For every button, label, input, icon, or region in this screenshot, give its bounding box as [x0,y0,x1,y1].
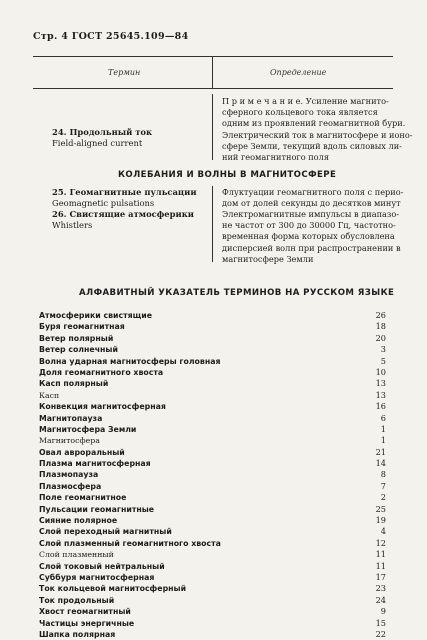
index-entry-term: Плазмопауза [39,470,99,480]
note-line: П р и м е ч а н и е. Усиление магнито- [222,96,389,106]
note-left-rule [212,94,213,160]
index-entry-term: Плазма магнитосферная [39,459,151,469]
index-entry-number: 21 [375,446,386,457]
index-entry-number: 10 [375,366,386,377]
term-26-english: Whistlers [52,220,93,230]
term-26-title: 26. Свистящие атмосферики [52,209,194,219]
index-entry-number: 24 [375,594,386,605]
index-entry-term: Поле геомагнитное [39,493,127,503]
index-entry [39,561,386,572]
column-header-term: Термин [108,68,141,77]
index-entry-term: Атмосферики свистящие [39,311,152,320]
index-entry-number: 3 [380,344,386,355]
definition-line: дисперсией волн при распространении в [222,242,401,253]
index-entry [39,321,386,332]
section-title-oscillations: КОЛЕБАНИЯ И ВОЛНЫ В МАГНИТОСФЕРЕ [118,170,337,180]
index-entry [39,447,386,458]
index-entry [39,595,386,606]
index-entry [39,310,386,321]
index-entry [39,344,386,355]
definition-line: временная форма которых обусловлена [222,231,395,242]
index-entry-term: Магнитосфера [39,436,100,446]
table-header-rule [33,88,393,89]
index-entry-number: 25 [375,503,386,514]
index-entry [39,401,386,412]
index-entry-number: 14 [375,458,386,469]
index-entry-term: Овал авроральный [39,447,125,457]
index-entry [39,390,386,401]
index-list [39,310,386,640]
index-entry-number: 22 [375,628,386,639]
index-entry-term: Слой токовый нейтральный [39,561,165,571]
index-entry-term: Слой плазменный геомагнитного хвоста [39,538,221,548]
index-entry [39,333,386,344]
index-entry-term: Ветер полярный [39,333,114,343]
index-entry [39,435,386,446]
index-entry-term: Ток продольный [39,595,115,605]
index-entry-number: 4 [380,526,386,537]
index-entry [39,618,386,629]
page-header: Стр. 4 ГОСТ 25645.109—84 [33,31,189,42]
index-entry-term: Пульсации геомагнитные [39,504,155,514]
term-24-title: 24. Продольный ток [52,127,153,137]
index-entry-term: Слой плазменный [39,550,114,560]
index-entry-number: 26 [375,310,386,320]
index-entry-term: Касп [39,390,60,400]
index-entry-number: 8 [380,469,386,480]
term-25-title: 25. Геомагнитные пульсации [52,187,197,197]
table-top-rule [33,56,393,57]
index-entry-term: Касп полярный [39,379,109,389]
index-entry [39,481,386,492]
definition-line: не частот от 300 до 30000 Гц, частотно- [222,220,396,231]
index-entry-number: 13 [375,389,386,400]
index-entry [39,469,386,480]
note-line: ний геомагнитного поля [222,152,329,163]
index-entry [39,583,386,594]
index-entry-term: Плазмосфера [39,481,102,491]
index-entry-number: 7 [380,480,386,491]
index-entry-number: 15 [375,617,386,628]
index-entry [39,492,386,503]
index-entry-number: 11 [375,560,386,571]
index-entry-number: 16 [375,401,386,412]
index-entry-number: 1 [380,435,386,446]
index-entry-number: 13 [375,378,386,389]
index-entry [39,413,386,424]
index-entry-number: 17 [375,571,386,582]
index-entry-term: Магнитосфера Земли [39,424,137,434]
term-25-english: Geomagnetic pulsations [52,198,155,208]
index-entry-term: Шапка полярная [39,629,116,639]
index-entry-number: 1 [380,423,386,434]
index-entry-term: Буря геомагнитная [39,322,125,332]
definition-line: магнитосфере Земли [222,253,314,264]
note-line: сфере Земли, текущий вдоль силовых ли- [222,140,402,151]
table-column-divider [212,57,213,88]
index-entry [39,504,386,515]
index-entry-term: Сияние полярное [39,516,118,526]
index-entry [39,572,386,583]
index-entry-number: 20 [375,332,386,343]
term-25-definition [222,187,403,209]
definition-line: дом от долей секунды до десятков минут [222,198,401,209]
index-entry-term: Ток кольцевой магнитосферный [39,584,187,594]
index-entry-term: Ветер солнечный [39,345,118,355]
index-entry [39,356,386,367]
index-entry [39,378,386,389]
note-line: Электрический ток в магнитосфере и ионо- [222,129,413,140]
index-entry-term: Частицы энергичные [39,618,135,628]
index-entry-term: Конвекция магнитосферная [39,402,166,412]
index-entry [39,549,386,560]
index-entry-number: 18 [375,321,386,332]
index-entry-number: 5 [380,355,386,366]
definition-line: Электромагнитные импульсы в диапазо- [222,209,400,219]
index-entry-term: Доля геомагнитного хвоста [39,367,164,377]
index-entry [39,458,386,469]
index-entry [39,538,386,549]
index-entry [39,367,386,378]
index-entry-number: 2 [380,492,386,503]
note-line: сферного кольцевого тока является [222,107,378,118]
index-entry-term: Суббуря магнитосферная [39,572,155,582]
index-entry-number: 6 [380,412,386,423]
definitions-left-rule [212,186,213,262]
index-entry-term: Магнитопауза [39,413,103,423]
index-entry-number: 11 [375,549,386,560]
index-entry-number: 19 [375,515,386,526]
index-entry [39,515,386,526]
term-26-definition [222,209,401,265]
index-entry-number: 12 [375,537,386,548]
definition-line: Флуктуации геомагнитного поля с перио- [222,187,404,197]
note-line: одним из проявлений геомагнитной бури. [222,118,406,129]
index-entry-term: Хвост геомагнитный [39,607,131,617]
index-entry [39,606,386,617]
column-header-definition: Определение [270,68,327,77]
index-entry [39,424,386,435]
index-entry-number: 23 [375,583,386,594]
index-entry-term: Слой переходный магнитный [39,527,172,537]
index-entry [39,526,386,537]
term-24-english: Field-aligned current [52,138,143,148]
index-entry-term: Волна ударная магнитосферы головная [39,356,221,366]
index-title: АЛФАВИТНЫЙ УКАЗАТЕЛЬ ТЕРМИНОВ НА РУССКОМ ЯЗЫКЕ [79,288,395,298]
note-definition [222,96,413,163]
index-entry-number: 9 [380,606,386,617]
index-entry [39,629,386,640]
